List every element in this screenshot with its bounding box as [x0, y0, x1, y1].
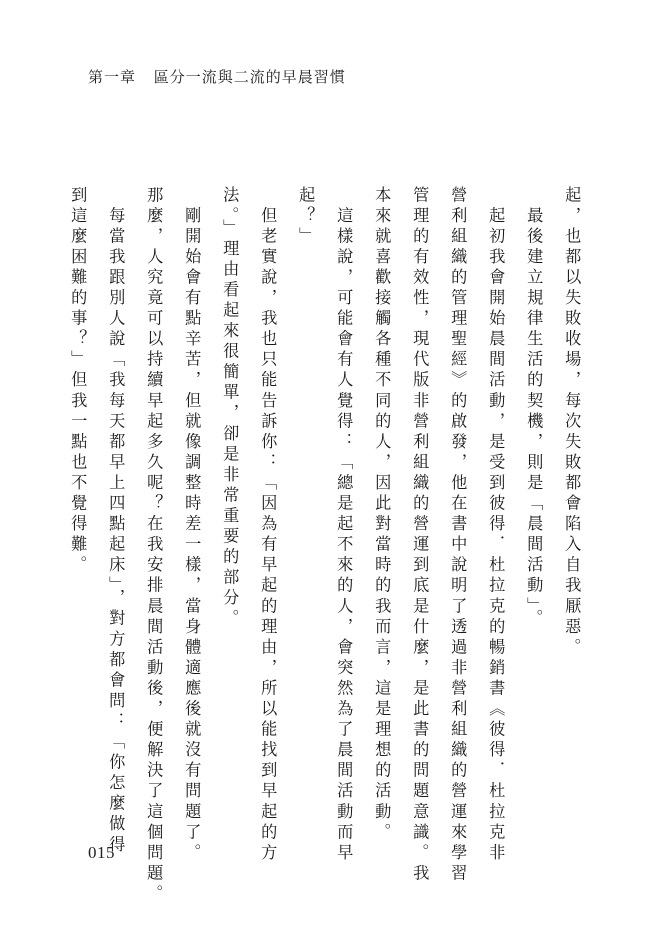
text-column-6: 本來就喜歡接觸各種不同的人，因此對當時的我而言，這是理想的活動。 — [372, 186, 392, 844]
text-column-3: 起初我會開始晨間活動，是受到彼得．杜拉克的暢銷書《彼得．杜拉克非 — [486, 186, 506, 865]
text-column-4: 營利組織的管理聖經》的啟發，他在書中說明了透過非營利組織的營運來學習 — [448, 186, 468, 885]
text-column-2: 最後建立規律生活的契機，則是「晨間活動」。 — [524, 186, 544, 630]
chapter-title: 區分一流與二流的早晨習慣 — [153, 68, 346, 86]
text-column-1: 起，也都以失敗收場，每次失敗都會陷入自我厭惡。 — [562, 186, 582, 659]
text-column-8: 起？」 — [296, 186, 316, 248]
running-head — [88, 66, 346, 87]
text-column-10: 法。」理由看起來很簡單，卻是非常重要的部分。 — [220, 186, 240, 630]
text-column-5: 管理的有效性，現代版非營利組織的營運到底是什麼，是此書的問題意識。我 — [410, 186, 430, 885]
text-column-7: 這樣說，可能會有人覺得：「總是起不來的人，會突然為了晨間活動而早 — [334, 186, 354, 865]
chapter-label: 第一章 — [88, 68, 137, 86]
text-column-9: 但老實說，我也只能告訴你：「因為有早起的理由，所以能找到早起的方 — [258, 186, 278, 865]
text-column-13: 每當我跟別人說「我每天都早上四點起床」，對方都會問：「你怎麼做得 — [106, 186, 126, 857]
text-column-14: 到這麼困難的事？」但我一點也不覺得難。 — [68, 186, 88, 577]
text-column-11: 剛開始會有點辛苦，但就像調整時差一樣，當身體適應後就沒有問題了。 — [182, 186, 202, 865]
page-number: 015 — [88, 843, 115, 862]
text-column-12: 那麼，人究竟可以持續早起多久呢？在我安排晨間活動後，便解決了這個問題。 — [144, 186, 164, 906]
